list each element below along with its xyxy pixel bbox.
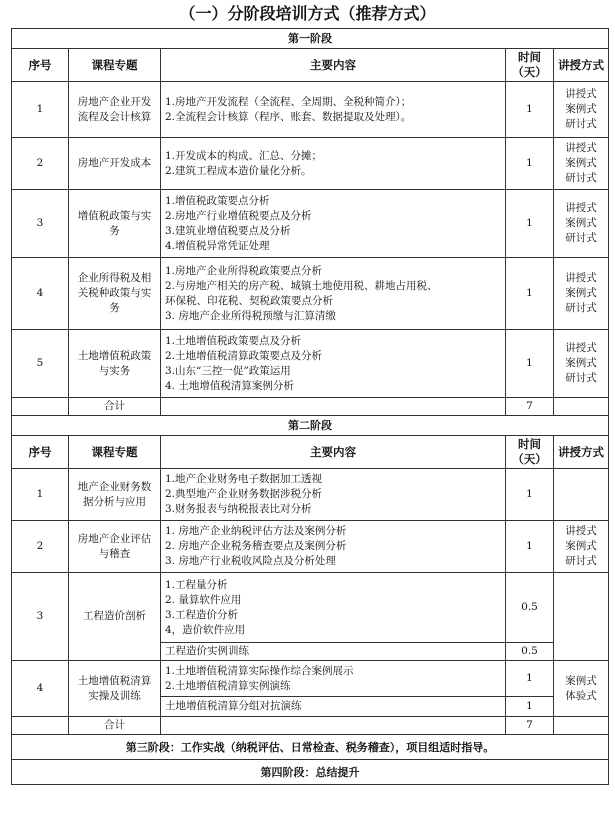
row-number: 2	[12, 521, 69, 573]
text-line: 1.土地增值税政策要点及分析	[165, 334, 302, 347]
days-cell: 1	[506, 138, 554, 190]
content-cell	[161, 573, 506, 643]
text-line: 1.房地产开发流程（全流程、全周期、全税种简介）；	[165, 95, 412, 108]
text-line: 2.房地产行业增值税要点及分析	[165, 209, 312, 222]
text-line: 案例式	[565, 157, 597, 169]
text-line: 3.山东“三控一促”政策运用	[165, 364, 291, 377]
days-cell: 1	[506, 521, 554, 573]
table-row	[12, 521, 609, 573]
text-line: 讲授式	[565, 272, 597, 284]
total-days: 7	[506, 398, 554, 416]
text-line: 讲授式	[565, 202, 597, 214]
text-line: 1.开发成本的构成、汇总、分摊；	[165, 149, 323, 162]
topic-cell: 工程造价剖析	[69, 573, 161, 661]
row-number: 3	[12, 190, 69, 258]
text-line: 环保税、印花税、契税政策要点分析	[165, 294, 333, 307]
text-line: 研讨式	[565, 555, 597, 567]
text-line: 案例式	[565, 287, 597, 299]
text-line: 讲授式	[565, 342, 597, 354]
text-line: 案例式	[565, 674, 597, 687]
text-line: 1.房地产企业所得税政策要点分析	[165, 264, 323, 277]
header-days: 时间（天）	[506, 436, 554, 469]
header-topic: 课程专题	[69, 436, 161, 469]
table-header-row	[12, 49, 609, 82]
text-line: 3.建筑业增值税要点及分析	[165, 224, 291, 237]
text-line: 研讨式	[565, 372, 597, 384]
text-line: 1.土地增值税清算实际操作综合案例展示	[165, 664, 354, 677]
text-line: 研讨式	[565, 232, 597, 244]
method-cell	[554, 573, 609, 661]
text-line: 案例式	[565, 103, 597, 115]
table-row	[12, 573, 609, 643]
days-cell: 1	[506, 697, 554, 717]
method-cell	[554, 258, 609, 330]
content-cell	[161, 138, 506, 190]
text-line: 4，造价软件应用	[165, 623, 246, 636]
stage3-row	[12, 735, 609, 760]
text-line: 2.土地增值税清算实例演练	[165, 679, 291, 692]
text-line: 3.工程造价分析	[165, 608, 239, 621]
text-line: 3. 房地产行业税收风险点及分析处理	[165, 555, 336, 567]
days-cell: 0.5	[506, 573, 554, 643]
text-line: 讲授式	[565, 525, 597, 537]
days-cell: 1	[506, 330, 554, 398]
table-row	[12, 138, 609, 190]
method-cell	[554, 661, 609, 717]
row-number: 4	[12, 661, 69, 717]
days-cell: 1	[506, 661, 554, 697]
method-cell	[554, 330, 609, 398]
topic-cell: 地产企业财务数据分析与应用	[69, 469, 161, 521]
days-cell: 1	[506, 82, 554, 138]
days-cell: 1	[506, 258, 554, 330]
table-row	[12, 661, 609, 697]
content-cell	[161, 521, 506, 573]
stage3-note: 第三阶段：工作实战（纳税评估、日常检查、税务稽查），项目组适时指导。	[12, 735, 609, 760]
method-cell	[554, 717, 609, 735]
days-cell: 0.5	[506, 643, 554, 661]
row-number: 3	[12, 573, 69, 661]
content-cell	[161, 661, 506, 697]
table-row	[12, 190, 609, 258]
text-line: 1.增值税政策要点分析	[165, 194, 270, 207]
text-line: 3.财务报表与纳税报表比对分析	[165, 503, 312, 515]
content-cell: 土地增值税清算分组对抗演练	[161, 697, 506, 717]
header-days: 时间（天）	[506, 49, 554, 82]
row-number: 4	[12, 258, 69, 330]
header-no: 序号	[12, 49, 69, 82]
text-line: 1.工程量分析	[165, 578, 228, 591]
content-cell	[161, 398, 506, 416]
header-content: 主要内容	[161, 49, 506, 82]
method-cell	[554, 398, 609, 416]
header-no: 序号	[12, 436, 69, 469]
header-method: 讲授方式	[554, 436, 609, 469]
row-number: 5	[12, 330, 69, 398]
content-cell	[161, 190, 506, 258]
text-line: 2. 量算软件应用	[165, 593, 242, 606]
method-cell	[554, 521, 609, 573]
total-row	[12, 717, 609, 735]
text-line: 案例式	[565, 357, 597, 369]
text-line: 2.与房地产相关的房产税、城镇土地使用税、耕地占用税、	[165, 279, 438, 292]
table-row	[12, 258, 609, 330]
total-row	[12, 398, 609, 416]
content-cell	[161, 82, 506, 138]
content-cell	[161, 330, 506, 398]
header-topic: 课程专题	[69, 49, 161, 82]
content-cell	[161, 717, 506, 735]
method-cell	[554, 138, 609, 190]
content-cell	[161, 469, 506, 521]
text-line: 3. 房地产企业所得税预缴与汇算清缴	[165, 309, 336, 322]
row-number: 1	[12, 82, 69, 138]
text-line: 4.增值税异常凭证处理	[165, 239, 270, 252]
row-number	[12, 717, 69, 735]
text-line: 讲授式	[565, 142, 597, 154]
topic-cell: 土地增值税政策与实务	[69, 330, 161, 398]
topic-cell: 土地增值税清算实操及训练	[69, 661, 161, 717]
topic-cell: 房地产企业评估与稽查	[69, 521, 161, 573]
method-cell	[554, 469, 609, 521]
stage-row	[12, 416, 609, 436]
header-method: 讲授方式	[554, 49, 609, 82]
table-row	[12, 82, 609, 138]
page-title: （一）分阶段培训方式（推荐方式）	[179, 4, 436, 23]
row-number	[12, 398, 69, 416]
text-line: 研讨式	[565, 172, 597, 184]
total-days: 7	[506, 717, 554, 735]
days-cell: 1	[506, 190, 554, 258]
header-content: 主要内容	[161, 436, 506, 469]
text-line: 讲授式	[565, 88, 597, 100]
total-label: 合计	[69, 398, 161, 416]
text-line: 1. 房地产企业纳税评估方法及案例分析	[165, 525, 347, 537]
text-line: 1.地产企业财务电子数据加工透视	[165, 473, 323, 485]
training-plan-table	[11, 28, 609, 785]
text-line: 2. 房地产企业税务稽查要点及案例分析	[165, 540, 347, 552]
text-line: 研讨式	[565, 302, 597, 314]
row-number: 2	[12, 138, 69, 190]
total-label: 合计	[69, 717, 161, 735]
content-cell: 工程造价实例训练	[161, 643, 506, 661]
stage4-row	[12, 760, 609, 785]
stage-title: 第二阶段	[12, 416, 609, 436]
table-header-row	[12, 436, 609, 469]
content-cell	[161, 258, 506, 330]
stage4-title: 第四阶段：总结提升	[12, 760, 609, 785]
topic-cell: 增值税政策与实务	[69, 190, 161, 258]
text-line: 4. 土地增值税清算案例分析	[165, 379, 294, 392]
text-line: 2.典型地产企业财务数据涉税分析	[165, 488, 323, 500]
method-cell	[554, 82, 609, 138]
stage-title: 第一阶段	[12, 29, 609, 49]
topic-cell: 房地产企业开发流程及会计核算	[69, 82, 161, 138]
text-line: 体验式	[565, 689, 597, 702]
text-line: 2.全流程会计核算（程序、账套、数据提取及处理）。	[165, 110, 412, 123]
topic-cell: 房地产开发成本	[69, 138, 161, 190]
text-line: 案例式	[565, 540, 597, 552]
table-row	[12, 330, 609, 398]
stage-row	[12, 29, 609, 49]
text-line: 研讨式	[565, 118, 597, 130]
method-cell	[554, 190, 609, 258]
text-line: 2.土地增值税清算政策要点及分析	[165, 349, 323, 362]
text-line: 案例式	[565, 217, 597, 229]
text-line: 2.建筑工程成本造价量化分析。	[165, 164, 312, 177]
topic-cell: 企业所得税及相关税种政策与实务	[69, 258, 161, 330]
days-cell: 1	[506, 469, 554, 521]
row-number: 1	[12, 469, 69, 521]
table-row	[12, 469, 609, 521]
